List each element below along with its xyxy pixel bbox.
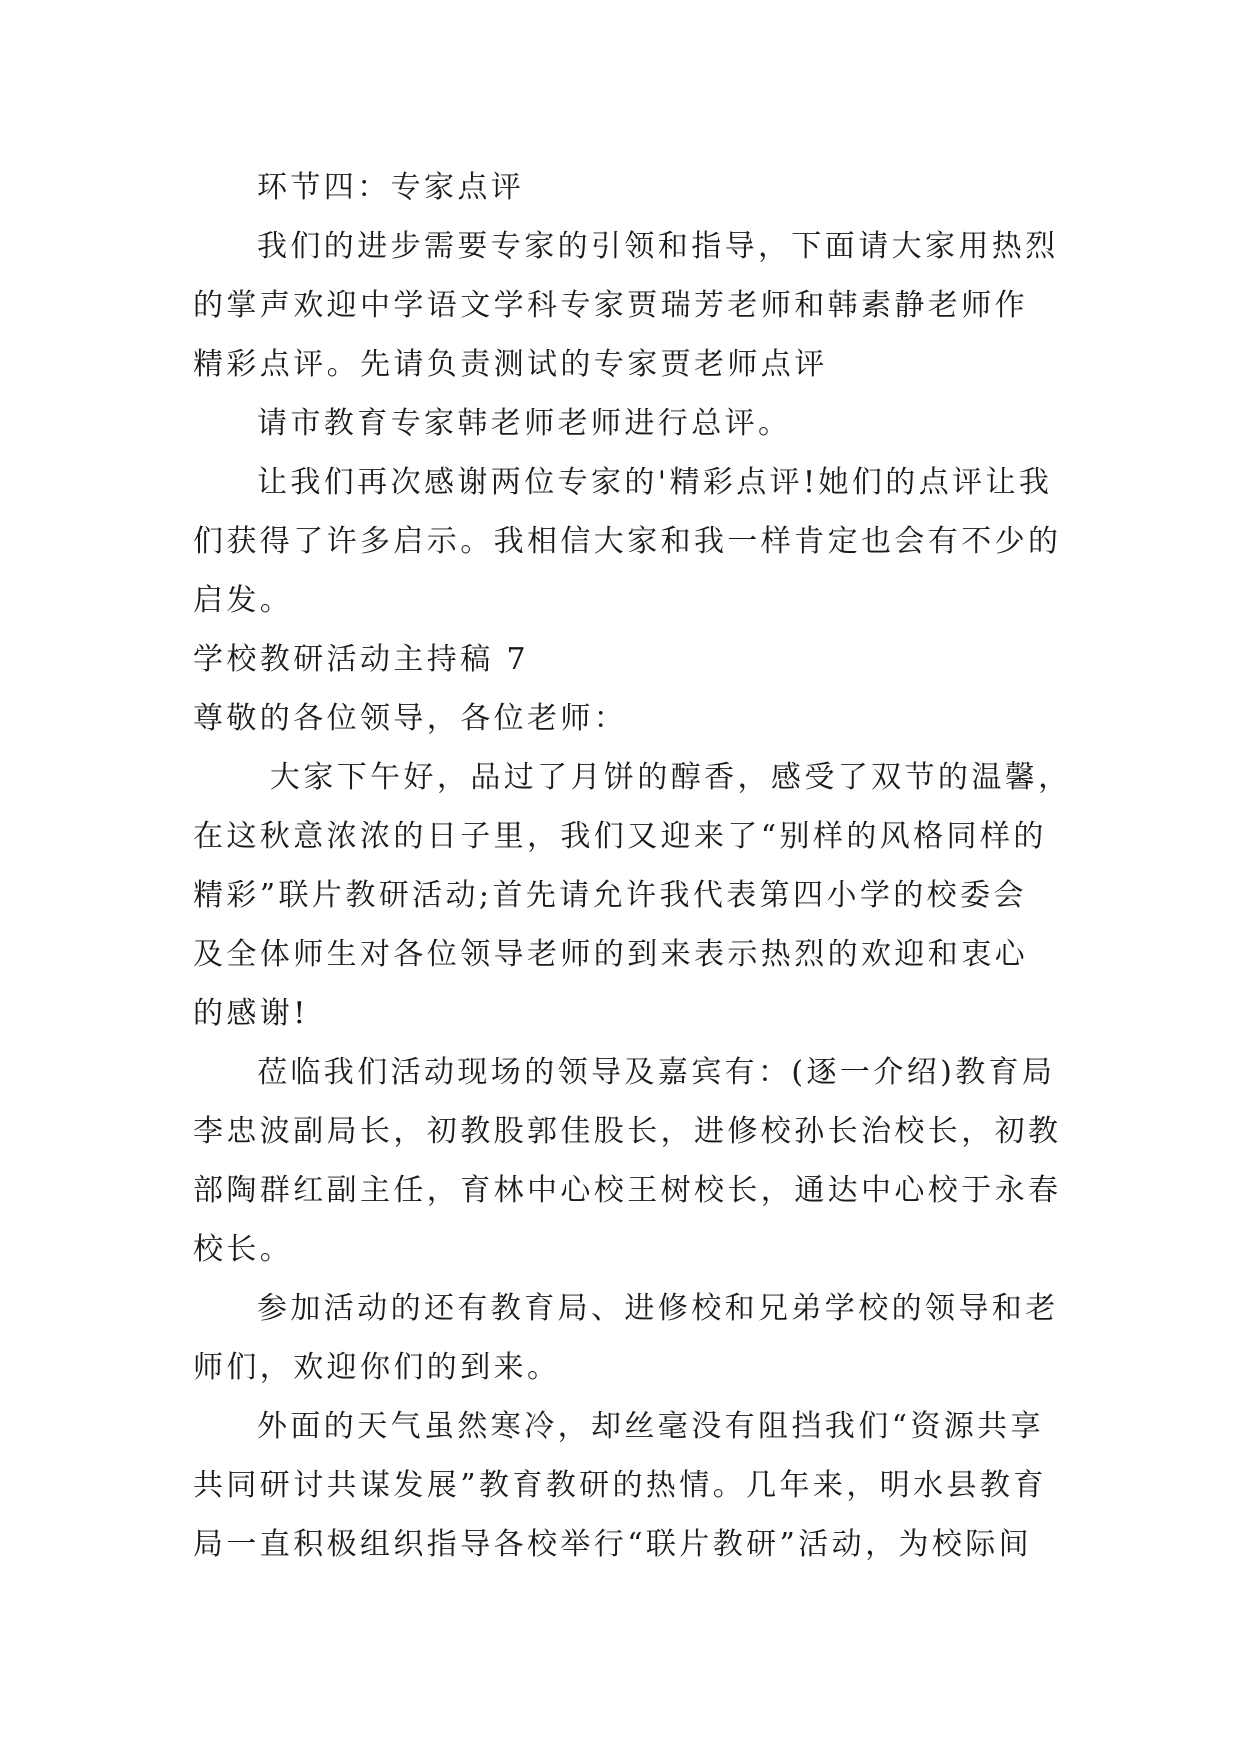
text-line: 校长。	[193, 1232, 294, 1267]
text-line: 李忠波副局长，初教股郭佳股长，进修校孙长治校长，初教	[193, 1114, 1062, 1149]
document-body	[193, 158, 1072, 1574]
text-line: 大家下午好，品过了月饼的醇香，感受了双节的温馨，	[257, 760, 1072, 795]
text-line: 们获得了许多启示。我相信大家和我一样肯定也会有不少的	[193, 524, 1062, 559]
text-line: 局一直积极组织指导各校举行“联片教研”活动，为校际间	[193, 1527, 1033, 1562]
text-line: 环节四：专家点评	[257, 170, 525, 205]
salutation: 尊敬的各位领导，各位老师：	[193, 701, 628, 736]
text-line: 让我们再次感谢两位专家的'精彩点评!她们的点评让我	[257, 465, 1053, 500]
text-line: 莅临我们活动现场的领导及嘉宾有：(逐一介绍)教育局	[257, 1055, 1056, 1090]
text-line: 精彩点评。先请负责测试的专家贾老师点评	[193, 347, 828, 382]
text-line: 在这秋意浓浓的日子里，我们又迎来了“别样的风格同样的	[193, 819, 1047, 854]
text-line: 精彩”联片教研活动;首先请允许我代表第四小学的校委会	[193, 878, 1027, 913]
section-heading: 学校教研活动主持稿 7	[193, 642, 530, 677]
text-line: 的感谢!	[193, 996, 309, 1031]
text-line: 请市教育专家韩老师老师进行总评。	[257, 406, 792, 441]
text-line: 共同研讨共谋发展”教育教研的热情。几年来，明水县教育	[193, 1468, 1047, 1503]
text-line: 部陶群红副主任，育林中心校王树校长，通达中心校于永春	[193, 1173, 1062, 1208]
text-line: 师们，欢迎你们的到来。	[193, 1350, 561, 1385]
text-line: 及全体师生对各位领导老师的到来表示热烈的欢迎和衷心	[193, 937, 1028, 972]
text-line: 外面的天气虽然寒冷，却丝毫没有阻挡我们“资源共享	[257, 1409, 1044, 1444]
text-line: 启发。	[193, 583, 294, 618]
text-line: 参加活动的还有教育局、进修校和兄弟学校的领导和老	[257, 1291, 1059, 1326]
text-line: 我们的进步需要专家的引领和指导，下面请大家用热烈	[257, 229, 1059, 264]
text-line: 的掌声欢迎中学语文学科专家贾瑞芳老师和韩素静老师作	[193, 288, 1028, 323]
